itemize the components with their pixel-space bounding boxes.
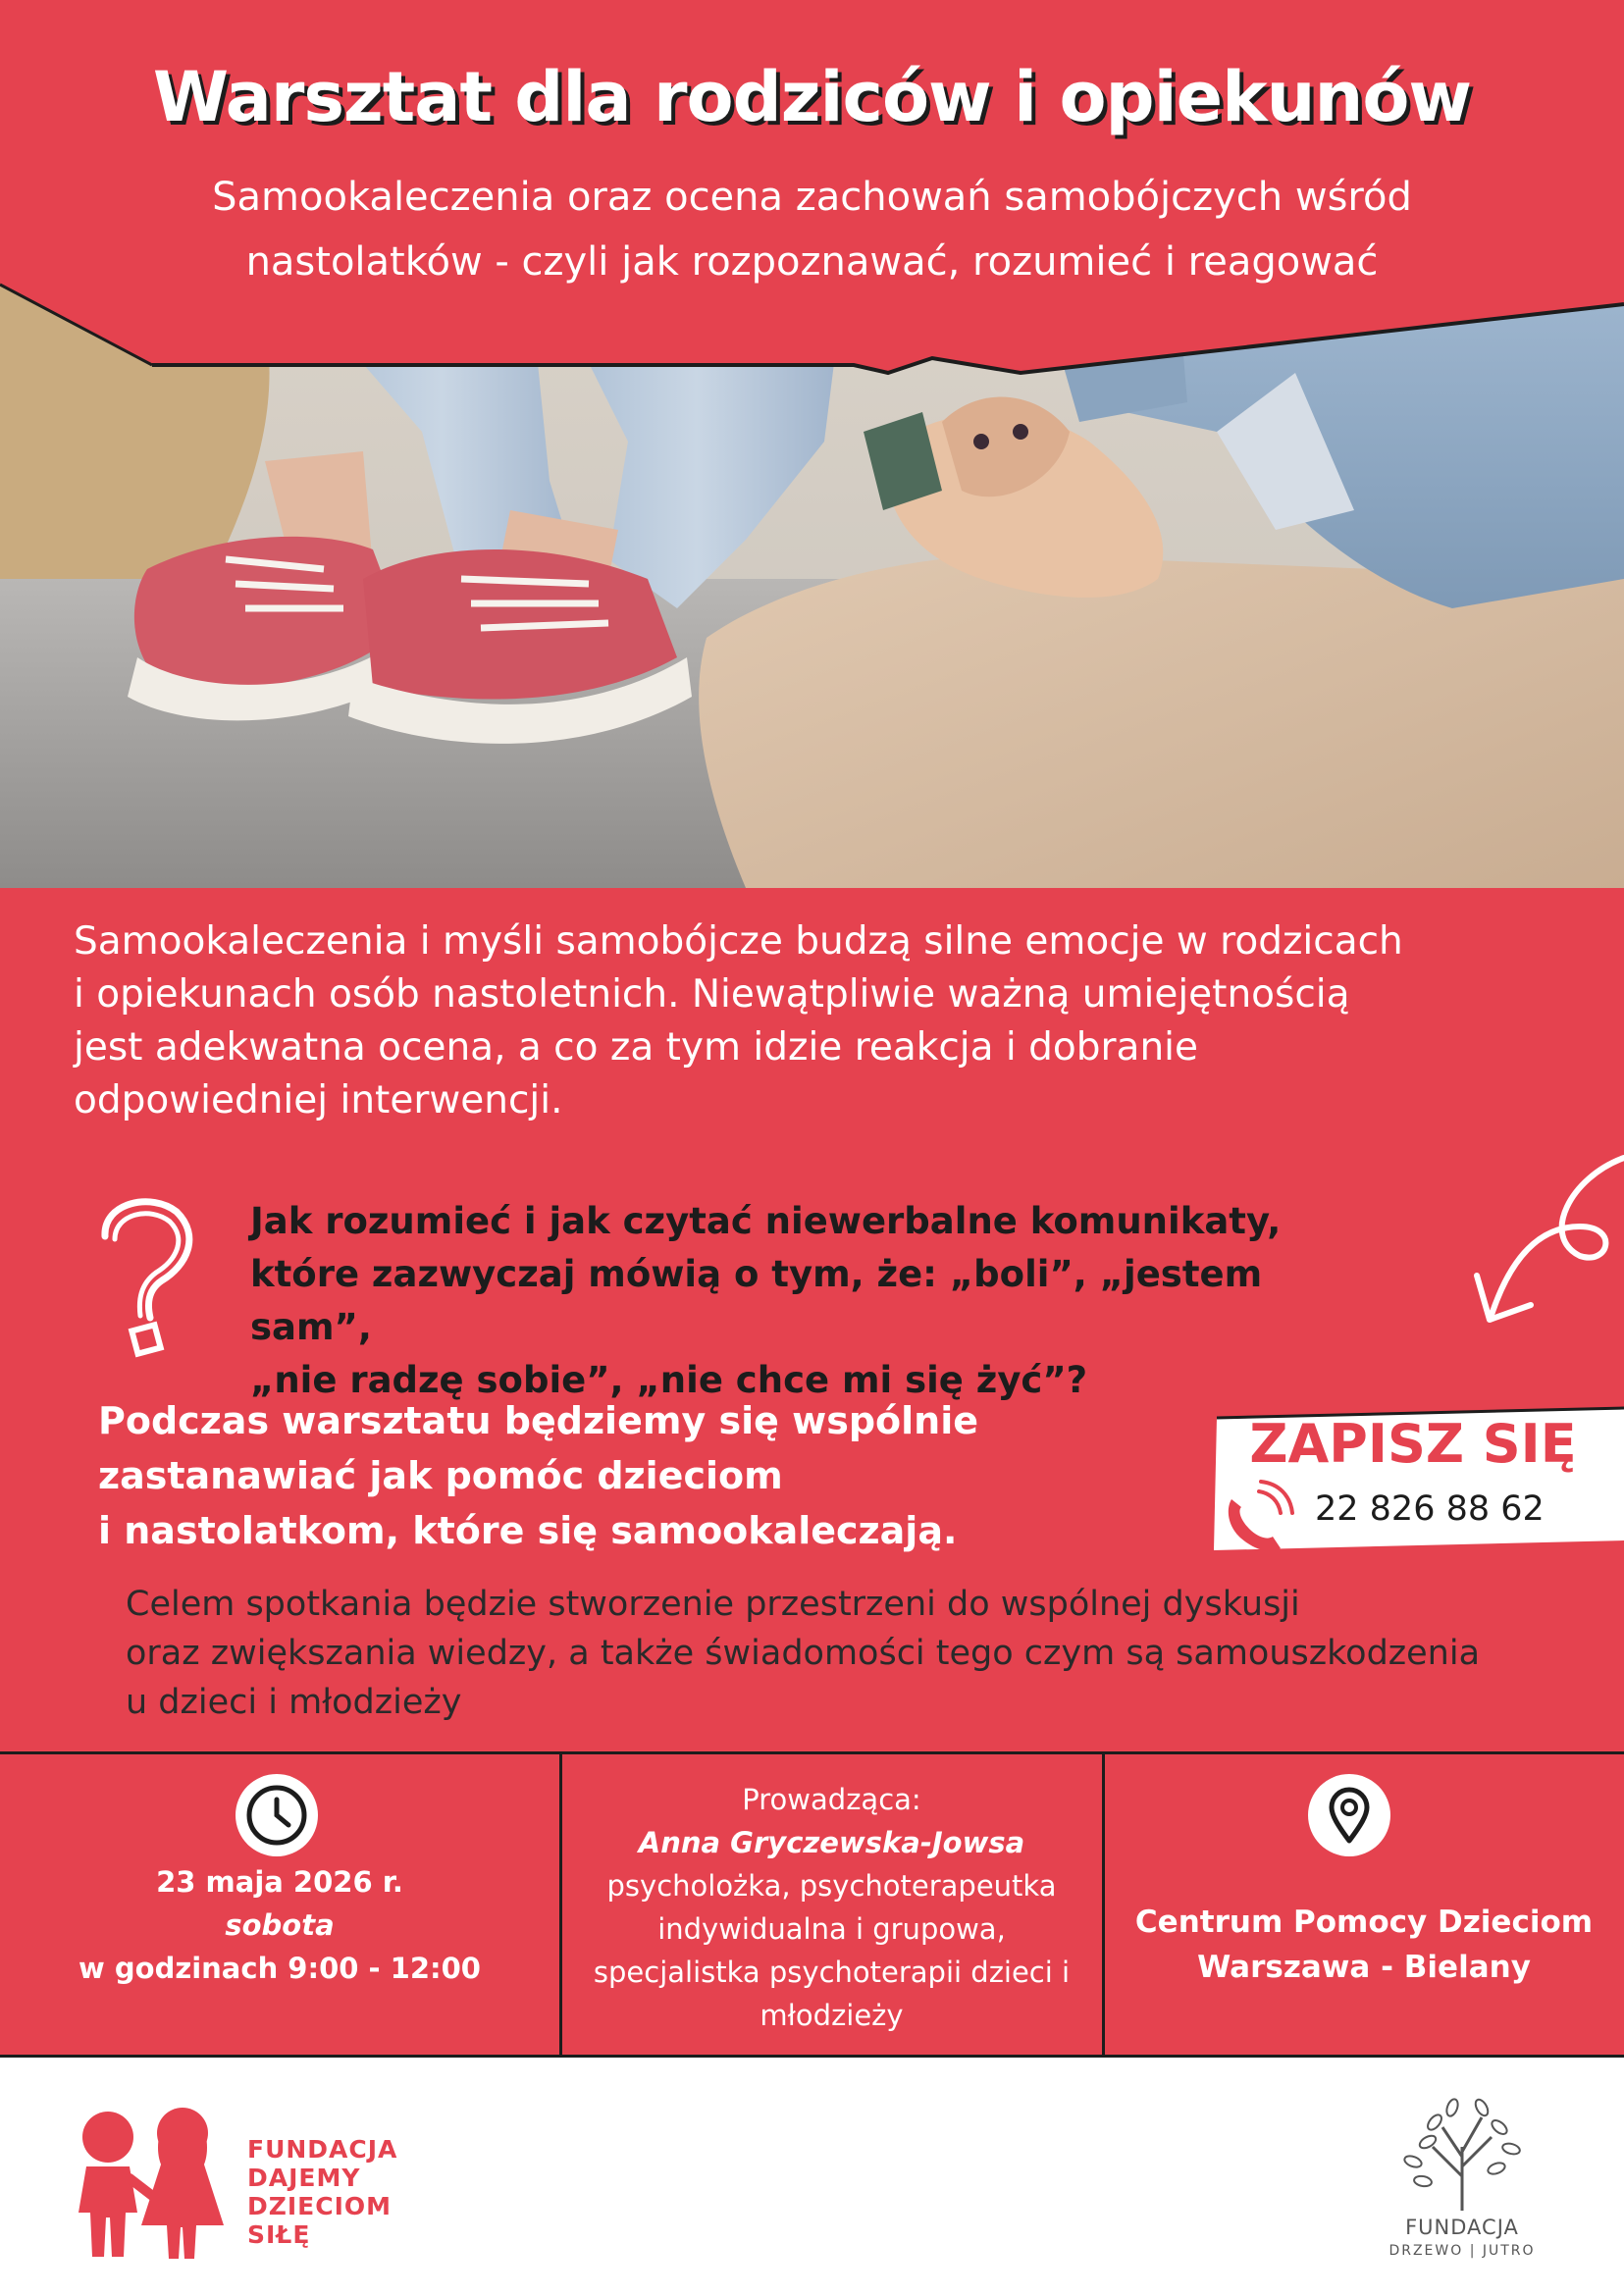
intro-paragraph [74,915,1496,1127]
goal-line: u dzieci i młodzieży [126,1683,462,1722]
host-role: specjalistka psychoterapii dzieci i [593,1956,1071,1989]
host-block [574,1778,1089,2037]
location-line: Warszawa - Bielany [1197,1950,1531,1985]
description-line: zastanawiać jak pomóc dzieciom [98,1454,783,1497]
host-role: indywidualna i grupowa, [657,1912,1006,1946]
curved-arrow-icon [1462,1119,1624,1354]
question-line: „nie radzę sobie”, „nie chce mi się żyć”? [250,1359,1088,1401]
subtitle-line: Samookaleczenia oraz ocena zachowań samobójczych wśród [212,175,1412,220]
description-line: Podczas warsztatu będziemy się wspólnie [98,1399,979,1442]
host-role: psycholożka, psychoterapeutka [606,1869,1057,1903]
intro-line: i opiekunach osób nastoletnich. Niewątpliwie ważną umiejętnością [74,972,1350,1017]
event-hours: w godzinach 9:00 - 12:00 [79,1952,481,1985]
location-pin-icon [1308,1774,1390,1856]
goal-line: Celem spotkania będzie stworzenie przestrzeni do wspólnej dyskusji [126,1585,1300,1624]
intro-line: jest adekwatna ocena, a co za tym idzie reakcja i dobranie [74,1025,1199,1070]
intro-line: Samookaleczenia i myśli samobójcze budzą silne emocje w rodzicach [74,919,1403,964]
logo-text-line: DAJEMY [247,2164,361,2192]
question-line: które zazwyczaj mówią o tym, że: „boli”, „jestem sam”, [250,1253,1263,1348]
host-role: młodzieży [760,1999,904,2032]
subtitle-line: nastolatków - czyli jak rozpoznawać, rozumieć i reagować [245,239,1379,285]
logo-text-line: SIŁĘ [247,2220,311,2249]
question-text [250,1195,1379,1407]
logo-text-line: FUNDACJA [247,2135,398,2164]
phone-number[interactable]: 22 826 88 62 [1315,1489,1545,1529]
event-date: 23 maja 2026 r. [156,1865,403,1899]
column-divider [1102,1751,1105,2058]
event-day: sobota [225,1908,335,1942]
host-heading: Prowadząca: [742,1783,921,1816]
signup-label[interactable]: ZAPISZ SIĘ [1249,1413,1577,1475]
question-line: Jak rozumieć i jak czytać niewerbalne komunikaty, [250,1200,1282,1242]
workshop-description [98,1393,1178,1558]
page-subtitle [118,165,1506,294]
host-name: Anna Gryczewska-Jowsa [638,1826,1025,1859]
description-line: i nastolatkom, które się samookaleczają. [98,1509,958,1552]
question-mark-icon [93,1192,201,1359]
page-title: Warsztat dla rodziców i opiekunów [152,57,1472,137]
drzewo-jutro-tree-logo [1374,2088,1550,2216]
intro-line: odpowiedniej interwencji. [74,1078,563,1122]
logo-text-line: DZIECIOM [247,2192,393,2220]
dajemy-dzieciom-sile-logo [67,2100,243,2267]
location-line: Centrum Pomocy Dzieciom [1134,1905,1594,1940]
clock-icon [236,1774,318,1856]
phone-ringing-icon [1212,1480,1300,1558]
drzewo-jutro-logo-sub: DRZEWO | JUTRO [1388,2243,1536,2259]
column-divider [559,1751,562,2058]
goal-line: oraz zwiększania wiedzy, a także świadomości tego czym są samouszkodzenia [126,1634,1481,1673]
location-block [1114,1900,1614,1990]
drzewo-jutro-logo-name: FUNDACJA [1405,2216,1519,2239]
dajemy-dzieciom-sile-logo-text [247,2135,444,2249]
goal-paragraph [126,1580,1598,1727]
event-date-block [39,1860,520,1990]
